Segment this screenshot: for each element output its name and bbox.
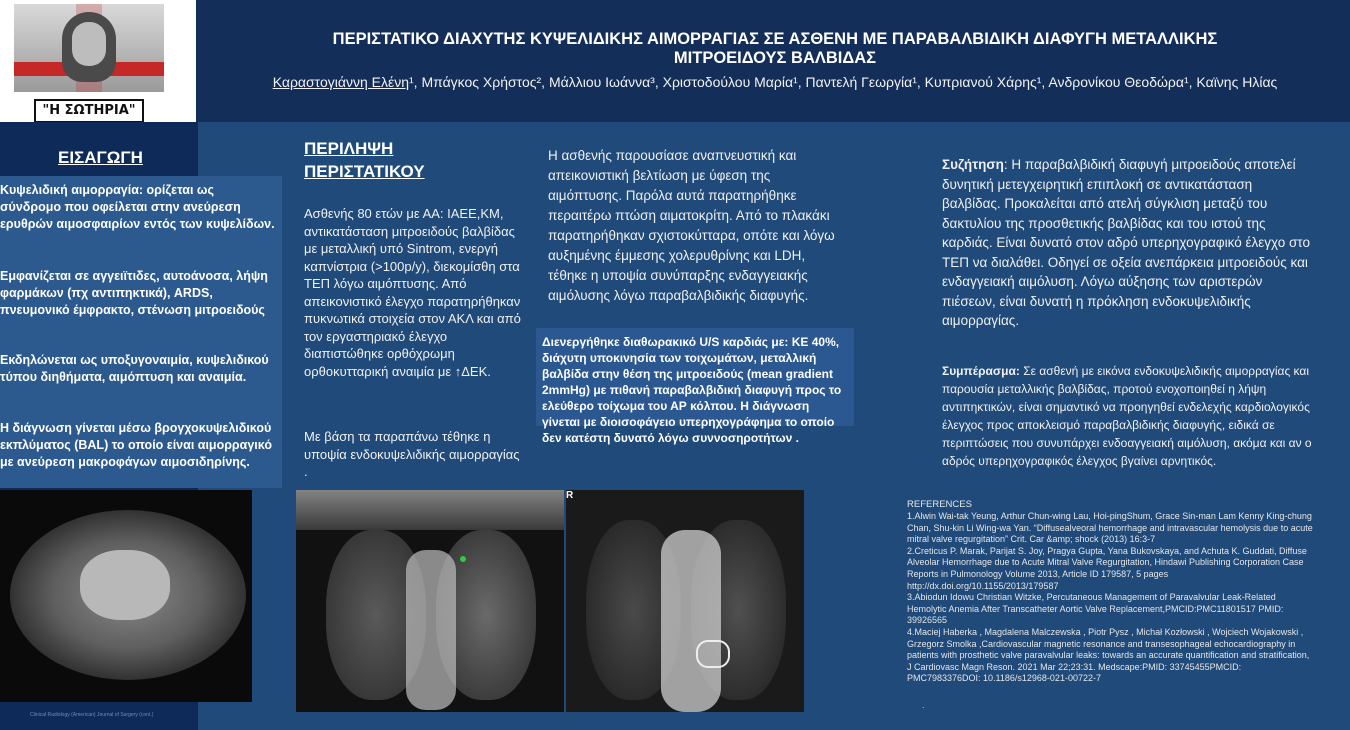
xray-side-marker: R — [566, 490, 574, 501]
reference-item: 4.Maciej Haberka , Magdalena Malczewska , Piotr Pysz , Michał Kozłowski , Wojciech Wojakowski , Grzegorz Smolka ,Cardiovascular magnetic resonance and transesophageal echocardiography in patients with prosthetic valve paravalvular leaks: towards an accurate quantification and stratification, J Cardiovasc Magn Reson. 2021 Mar 22;23:31. Medscape:PMID: 33745455PMCID: PMC7983376DOI: 10.1186/s12968-021-00722-7 — [907, 626, 1310, 684]
portrait-image — [14, 4, 164, 92]
progress-text: Η ασθενής παρουσίασε αναπνευστική και απεικονιστική βελτίωση με ύφεση της αιμόπτυσης. Παρόλα αυτά παρατηρήθηκε περαιτέρω πτώση αιματοκρίτη. Από το πλακάκι παρατηρήθηκαν σχιστοκύτταρα, οπότε και λόγω αυξημένης έμμεσης χολερυθρίνης και LDH, τέθηκε η υποψία συνύπαρξης ενδαγγειακής αιμόλυσης λόγω παραβαλβιδικής διαφυγής. — [548, 148, 835, 303]
case-suspicion-text: Με βάση τα παραπάνω τέθηκε η υποψία ενδοκυψελιδικής αιμορραγίας . — [304, 429, 520, 479]
intro-heading: ΕΙΣΑΓΩΓΗ — [58, 148, 143, 167]
references-list — [907, 511, 1315, 685]
conclusion-text — [942, 362, 1334, 470]
chest-xray-image-2 — [566, 490, 804, 712]
intro-paragraph: Εμφανίζεται σε αγγειϊτιδες, αυτοάνοσα, λήψη φαρμάκων (πχ αντιπηκτικά), ARDS, πνευμονικό έμφρακτο, στένωση μιτροειδούς — [0, 269, 268, 317]
author-list — [270, 72, 1280, 92]
case-heading-line1: ΠΕΡΙΛΗΨΗ — [304, 139, 394, 158]
case-text: Ασθενής 80 ετών με ΑΑ: ΙΑΕΕ,ΚΜ, αντικατάσταση μιτροειδούς βαλβίδας με μεταλλική υπό Sintrom, ενεργή καπνίστρια (>100p/y), διεκομίσθη στα ΤΕΠ λόγω αιμόπτυσης. Από απεικονιστικό έλεγχο παρατηρήθηκαν πυκνωτικά στοιχεία στον ΑΚΛ και από τον εργαστηριακό έλεγχο διαπιστώθηκε ορθόχρωμη ορθοκυτταρική αναιμία με ↑ΔΕΚ. — [304, 206, 521, 379]
first-author: Καραστογιάννη Ελένη — [272, 74, 410, 90]
references-title: REFERENCES — [907, 499, 972, 510]
ct-scan-image — [0, 490, 252, 702]
intro-paragraph: Εκδηλώνεται ως υποξυγοναιμία, κυψελιδικού τύπου διηθήματα, αιμόπτυση και αναιμία. — [0, 353, 269, 384]
poster-title: ΠΕΡΙΣΤΑΤΙΚΟ ΔΙΑΧΥΤΗΣ ΚΥΨΕΛΙΔΙΚΗΣ ΑΙΜΟΡΡΑΓΙΑΣ ΣΕ ΑΣΘΕΝΗ ΜΕ ΠΑΡΑΒΑΛΒΙΔΙΚΗ ΔΙΑΦΥΓΗ ΜΕΤΑΛΛΙΚΗΣ ΜΙΤΡΟΕΙΔΟΥΣ ΒΑΛΒΙΔΑΣ — [332, 30, 1218, 67]
case-heading-line2: ΠΕΡΙΣΤΑΤΙΚΟΥ — [304, 162, 425, 181]
hospital-logo — [0, 0, 196, 122]
reference-item: 1.Alwin Wai-tak Yeung, Arthur Chun-wing Lau, Hoi-pingShum, Grace Sin-man Lam Kenny King-chung Chan, Shu-kin Li Wing-wa Yan. “Diffusealveoral hemorrhage and intravascular hemolysis due to acute mitral valve regurgitation” Crit. Car &amp; shock (2013) 16:3-7 — [907, 511, 1313, 545]
intro-paragraph: Η διάγνωση γίνεται μέσω βρογχοκυψελιδικού εκπλύματος (BAL) το οποίο είναι αιμορραγικό με ανεύρεση μακροφάγων αιμοσιδηρίνης. — [0, 421, 272, 469]
other-authors: ¹, Μπάγκος Χρήστος², Μάλλιου Ιωάννα³, Χριστοδούλου Μαρία¹, Παντελή Γεωργία¹, Κυπριανού Χάρης¹, Ανδρονίκου Θεοδώρα¹, Καϊνης Ηλίας — [409, 74, 1278, 90]
reference-item: 2.Creticus P. Marak, Parijat S. Joy, Pragya Gupta, Yana Bukovskaya, and Achuta K. Guddati, Diffuse Alveolar Hemorrhage due to Acute Mitral Valve Regurgitation, Hindawi Publishing Corporation Case Reports in Pulmonology Volume 2013, Article ID 179587, 5 pages http://dx.doi.org/10.1155/2013/179587 — [907, 545, 1307, 591]
intro-paragraph: Κυψελιδική αιμορραγία: ορίζεται ως σύνδρομο που οφείλεται στην ανεύρεση ερυθρών αιμοσφαιρίων εντός των κυψελίδων. — [0, 183, 275, 231]
ct-caption: Clinical Radiology (American) Journal of Surgery (cont.) — [30, 712, 154, 718]
reference-item: 3.Abiodun Idowu Christian Witzke, Percutaneous Management of Paravalvular Leak-Related Hemolytic Anemia After Transcatheter Aortic Valve Replacement,PMCID:PMC11801517 PMID: 39926565 — [907, 592, 1284, 626]
intro-box — [0, 176, 282, 488]
discussion-label: Συζήτηση — [942, 157, 1004, 172]
conclusion-body: Σε ασθενή με εικόνα ενδοκυψελιδικής αιμορραγίας και παρουσία μεταλλικής βαλβίδας, προτού ενοχοποιηθεί η λήψη αντιπηκτικών, είναι σημαντικό να προηγηθεί ενδελεχής καρδιολογικός έλεγχος προς αποκλεισμό παραβαλβιδικής διαφυγής, ειδικά σε περιπτώσεις που συνυπάρχει ενδοαγγειακή αιμόλυση, ακόμα και αν ο αδρός υπερηχογραφικός έλεγχος βγαίνει αρνητικός. — [942, 364, 1312, 468]
ultrasound-text: Διενεργήθηκε διαθωρακικό U/S καρδιάς με: ΚΕ 40%, διάχυτη υποκινησία των τοιχωμάτων, μεταλλική βαλβίδα στην θέση της μιτροειδούς (mean gradient 2mmHg) με πιθανή παραβαλβιδική διαφυγή προς το ελεύθερο τοίχωμα του ΑΡ κόλπου. Η διάγνωση γίνεται με διοισοφάγειο υπερηχογράφημα το οποίο δεν κατέστη δυνατό λόγω συννοσηροτήτων . — [542, 335, 842, 445]
references-trailing-mark: . — [922, 700, 925, 710]
conclusion-label: Συμπέρασμα: — [942, 364, 1020, 378]
chest-xray-image-1 — [296, 490, 564, 712]
logo-label: "Η ΣΩΤΗΡΙΑ" — [34, 99, 144, 123]
case-heading — [304, 137, 425, 183]
discussion-body: : Η παραβαλβιδική διαφυγή μιτροειδούς αποτελεί δυνητική μετεγχειρητική επιπλοκή σε αντικατάσταση βαλβίδας. Προκαλείται από ατελή σύγκλιση μεταξύ του δακτυλίου της προσθετικής βαλβίδας και του ιστού της καρδιάς. Είναι δυνατό στον αδρό υπερηχογραφικό έλεγχο στο ΤΕΠ να διαλάθει. Οδηγεί σε οξεία ανεπάρκεια μιτροειδούς και ενδαγγειακή αιμόλυση. Λόγω αύξησης των αριστερών πιέσεων, είναι δυνατή η πρόκληση ενδοκυψελιδικής αιμορραγίας. — [942, 157, 1310, 328]
discussion-text — [942, 155, 1312, 331]
